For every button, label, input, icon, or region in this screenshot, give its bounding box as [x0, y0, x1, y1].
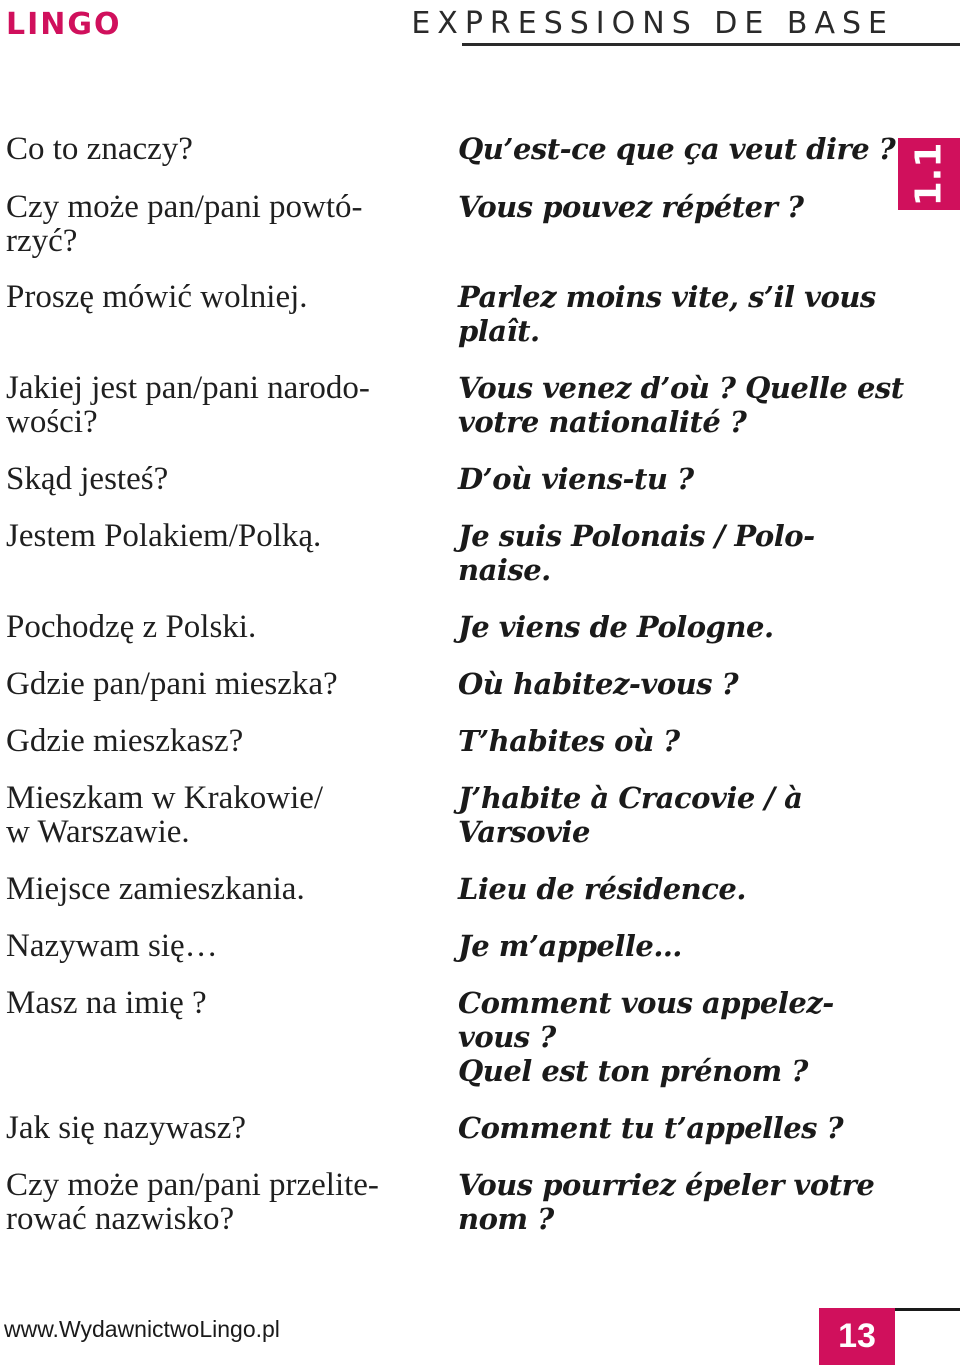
phrase-pl: rzyć? — [6, 223, 78, 259]
phrase-pl: wości? — [6, 404, 98, 440]
phrase-fr: Vous pourriez épeler votre — [458, 1168, 875, 1202]
page-number: 13 — [838, 1317, 876, 1355]
footer-divider — [895, 1308, 960, 1311]
phrase-pl: Proszę mówić wolniej. — [6, 279, 308, 315]
phrase-pl: Masz na imię ? — [6, 985, 207, 1021]
website-link[interactable]: www.WydawnictwoLingo.pl — [4, 1316, 280, 1342]
phrase-fr: J’habite à Cracovie / à — [458, 781, 803, 815]
phrase-pl: Gdzie mieszkasz? — [6, 723, 244, 759]
chapter-tab — [898, 138, 960, 210]
phrase-pl: Skąd jesteś? — [6, 461, 169, 497]
section-title: EXPRESSIONS DE BASE — [411, 6, 894, 41]
phrase-fr: Lieu de résidence. — [458, 872, 746, 906]
phrase-pl: Miejsce zamieszkania. — [6, 871, 305, 907]
phrase-pl: Jestem Polakiem/Polką. — [6, 518, 322, 554]
phrase-fr: Vous pouvez répéter ? — [458, 190, 804, 224]
phrase-fr: Comment vous appelez- — [458, 986, 834, 1020]
chapter-number: 1.1 — [908, 142, 950, 206]
phrase-fr: Parlez moins vite, s’il vous — [458, 280, 876, 314]
phrase-pl: Nazywam się… — [6, 928, 218, 964]
phrase-pl: w Warszawie. — [6, 814, 190, 850]
phrase-fr: Où habitez-vous ? — [458, 667, 739, 701]
phrase-pl: Co to znaczy? — [6, 131, 193, 167]
phrase-pl: Gdzie pan/pani mieszka? — [6, 666, 338, 702]
phrase-fr: Je suis Polonais / Polo- — [458, 519, 815, 553]
phrase-fr: Vous venez d’où ? Quelle est — [458, 371, 904, 405]
phrase-fr: Je m’appelle… — [458, 929, 682, 963]
page-number-box — [819, 1308, 895, 1365]
header-divider — [462, 43, 960, 46]
phrase-fr: Je viens de Pologne. — [458, 610, 774, 644]
phrase-fr: naise. — [458, 553, 551, 587]
phrase-pl: Mieszkam w Krakowie/ — [6, 780, 324, 816]
phrase-fr: Varsovie — [458, 815, 590, 849]
phrase-fr: D’où viens-tu ? — [458, 462, 694, 496]
phrase-fr: T’habites où ? — [458, 724, 680, 758]
phrase-fr: Comment tu t’appelles ? — [458, 1111, 844, 1145]
phrase-fr: votre nationalité ? — [458, 405, 747, 439]
phrase-pl: Czy może pan/pani powtó- — [6, 189, 363, 225]
phrase-pl: rować nazwisko? — [6, 1201, 235, 1237]
phrase-pl: Jakiej jest pan/pani narodo- — [6, 370, 370, 406]
phrase-fr: vous ? — [458, 1020, 556, 1054]
phrase-fr: Qu’est-ce que ça veut dire ? — [458, 132, 896, 166]
phrase-fr: Quel est ton prénom ? — [458, 1054, 808, 1088]
phrase-pl: Jak się nazywasz? — [6, 1110, 247, 1146]
brand-logo: LINGO — [6, 7, 122, 42]
phrase-fr: nom ? — [458, 1202, 554, 1236]
phrase-pl: Pochodzę z Polski. — [6, 609, 257, 645]
phrase-fr: plaît. — [458, 314, 540, 348]
phrase-pl: Czy może pan/pani przelite- — [6, 1167, 379, 1203]
